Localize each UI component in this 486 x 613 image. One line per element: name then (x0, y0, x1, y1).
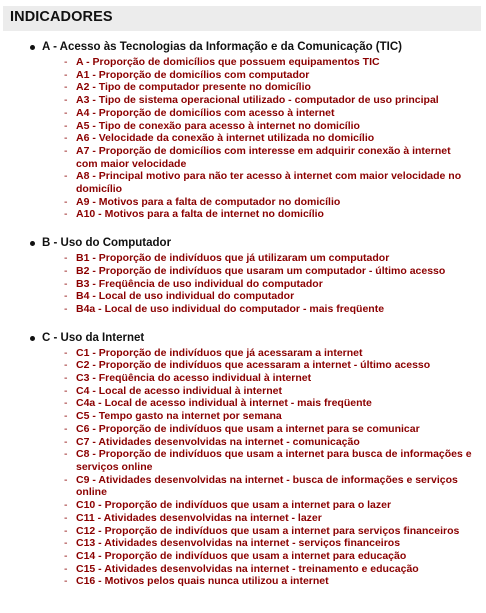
indicator-link-a10[interactable]: A10 - Motivos para a falta de internet no domicílio (76, 208, 324, 221)
indicator-link-a7[interactable]: A7 - Proporção de domicílios com interesse em adquirir conexão à internet com maior velocidade (76, 144, 451, 170)
list-item[interactable] (0, 512, 486, 525)
list-item[interactable] (0, 537, 486, 550)
dash-icon: - (64, 384, 68, 397)
list-item[interactable] (0, 196, 486, 209)
list-item[interactable] (0, 208, 486, 221)
indicator-link-c6[interactable]: C6 - Proporção de indivíduos que usam a internet para se comunicar (76, 422, 420, 435)
indicator-link-a[interactable]: A - Proporção de domicílios que possuem equipamentos TIC (76, 56, 380, 68)
list-item[interactable] (0, 145, 486, 170)
dash-icon: - (64, 132, 68, 145)
section-c-title: C - Uso da Internet (42, 331, 145, 344)
indicator-link-a4[interactable]: A4 - Proporção de domicílios com acesso à internet (76, 106, 335, 119)
list-item[interactable] (0, 448, 486, 473)
list-item[interactable] (0, 499, 486, 512)
indicator-link-b4a[interactable]: B4a - Local de uso individual do computador - mais freqüente (76, 302, 385, 315)
list-item[interactable] (0, 81, 486, 94)
dash-icon: - (64, 499, 68, 512)
list-item[interactable] (0, 290, 486, 303)
section-a-items (0, 56, 486, 221)
list-item[interactable] (0, 56, 486, 69)
indicator-link-a3[interactable]: A3 - Tipo de sistema operacional utilizado - computador de uso principal (76, 94, 439, 107)
dash-icon: - (64, 252, 68, 265)
dash-icon: - (64, 264, 68, 277)
indicator-link-c3[interactable]: C3 - Freqüência do acesso individual à internet (76, 372, 312, 385)
dash-icon: - (64, 537, 68, 550)
list-item[interactable] (0, 550, 486, 563)
indicadores-header (3, 6, 481, 31)
indicator-link-a5[interactable]: A5 - Tipo de conexão para acesso à internet no domicílio (76, 119, 360, 132)
section-c-heading (0, 331, 486, 346)
list-item[interactable] (0, 132, 486, 145)
dash-icon: - (64, 372, 68, 385)
indicator-link-b4[interactable]: B4 - Local de uso individual do computador (76, 290, 295, 303)
indicator-link-c4[interactable]: C4 - Local de acesso individual à internet (76, 384, 282, 397)
dash-icon: - (64, 549, 68, 562)
dash-icon: - (64, 94, 68, 107)
dash-icon: - (64, 359, 68, 372)
dash-icon: - (64, 410, 68, 423)
list-item[interactable] (0, 170, 486, 195)
indicator-link-b3[interactable]: B3 - Freqüência de uso individual do computador (76, 277, 323, 290)
dash-icon: - (64, 422, 68, 435)
indicator-link-c1[interactable]: C1 - Proporção de indivíduos que já acessaram a internet (76, 346, 363, 359)
indicator-link-c15[interactable]: C15 - Atividades desenvolvidas na internet - treinamento e educação (76, 562, 419, 575)
dash-icon: - (64, 68, 68, 81)
dash-icon: - (64, 170, 68, 183)
indicator-link-c4a[interactable]: C4a - Local de acesso individual à internet - mais freqüente (76, 397, 372, 410)
list-item[interactable] (0, 359, 486, 372)
indicator-link-c16[interactable]: C16 - Motivos pelos quais nunca utilizou a internet (76, 575, 329, 588)
page-title: INDICADORES (10, 9, 113, 25)
indicator-link-a6[interactable]: A6 - Velocidade da conexão à internet utilizada no domicílio (76, 132, 375, 145)
dash-icon: - (64, 119, 68, 132)
section-c-items (0, 347, 486, 588)
dash-icon: - (64, 195, 68, 208)
bullet-icon (30, 45, 35, 50)
indicator-link-c5[interactable]: C5 - Tempo gasto na internet por semana (76, 410, 282, 423)
section-a-title: A - Acesso às Tecnologias da Informação e da Comunicação (TIC) (42, 41, 402, 53)
indicator-link-c11[interactable]: C11 - Atividades desenvolvidas na internet - lazer (76, 511, 322, 524)
dash-icon: - (64, 144, 68, 157)
indicator-link-c2[interactable]: C2 - Proporção de indivíduos que acessaram a internet - último acesso (76, 359, 431, 372)
bullet-icon (30, 241, 35, 246)
dash-icon: - (64, 290, 68, 303)
dash-icon: - (64, 562, 68, 575)
dash-icon: - (64, 106, 68, 119)
indicator-link-c9[interactable]: C9 - Atividades desenvolvidas na internet - busca de informações e serviços online (76, 473, 458, 499)
list-item[interactable] (0, 347, 486, 360)
dash-icon: - (64, 346, 68, 359)
bullet-icon (30, 336, 35, 341)
section-b-title: B - Uso do Computador (42, 237, 172, 250)
list-item[interactable] (0, 575, 486, 588)
indicator-link-a9[interactable]: A9 - Motivos para a falta de computador no domicílio (76, 195, 341, 208)
dash-icon: - (64, 435, 68, 448)
list-item[interactable] (0, 303, 486, 316)
dash-icon: - (64, 524, 68, 537)
list-item[interactable] (0, 423, 486, 436)
indicator-link-c12[interactable]: C12 - Proporção de indivíduos que usam a internet para serviços financeiros (76, 524, 460, 537)
list-item[interactable] (0, 278, 486, 291)
indicator-link-a2[interactable]: A2 - Tipo de computador presente no domicílio (76, 81, 311, 94)
indicator-link-c10[interactable]: C10 - Proporção de indivíduos que usam a internet para o lazer (76, 499, 392, 512)
list-item[interactable] (0, 265, 486, 278)
section-b-items (0, 252, 486, 316)
list-item[interactable] (0, 120, 486, 133)
list-item[interactable] (0, 474, 486, 499)
list-item[interactable] (0, 563, 486, 576)
indicator-link-c7[interactable]: C7 - Atividades desenvolvidas na internet - comunicação (76, 435, 360, 448)
list-item[interactable] (0, 436, 486, 449)
dash-icon: - (64, 473, 68, 486)
indicator-link-a1[interactable]: A1 - Proporção de domicílios com computador (76, 68, 310, 81)
list-item[interactable] (0, 525, 486, 538)
dash-icon: - (64, 397, 68, 410)
indicator-link-b2[interactable]: B2 - Proporção de indivíduos que usaram um computador - último acesso (76, 264, 446, 277)
list-item[interactable] (0, 252, 486, 265)
indicators-list (0, 40, 486, 588)
section-b (0, 236, 486, 316)
indicator-link-c13[interactable]: C13 - Atividades desenvolvidas na internet - serviços financeiros (76, 537, 401, 550)
indicator-link-c14[interactable]: C14 - Proporção de indivíduos que usam a internet para educação (76, 549, 407, 562)
indicator-link-b1[interactable]: B1 - Proporção de indivíduos que já utilizaram um computador (76, 252, 390, 265)
dash-icon: - (64, 277, 68, 290)
list-item[interactable] (0, 107, 486, 120)
section-b-heading (0, 236, 486, 251)
dash-icon: - (64, 56, 68, 68)
dash-icon: - (64, 511, 68, 524)
section-a (0, 40, 486, 221)
list-item[interactable] (0, 69, 486, 82)
list-item[interactable] (0, 410, 486, 423)
indicator-link-c8[interactable]: C8 - Proporção de indivíduos que usam a internet para busca de informações e serviços online (76, 448, 472, 473)
dash-icon: - (64, 448, 68, 461)
section-a-heading (0, 40, 486, 55)
list-item[interactable] (0, 94, 486, 107)
dash-icon: - (64, 81, 68, 94)
section-c (0, 331, 486, 588)
dash-icon: - (64, 208, 68, 221)
dash-icon: - (64, 302, 68, 315)
list-item[interactable] (0, 397, 486, 410)
indicator-link-a8[interactable]: A8 - Principal motivo para não ter acesso à internet com maior velocidade no domicílio (76, 170, 462, 196)
list-item[interactable] (0, 385, 486, 398)
list-item[interactable] (0, 372, 486, 385)
dash-icon: - (64, 575, 68, 588)
